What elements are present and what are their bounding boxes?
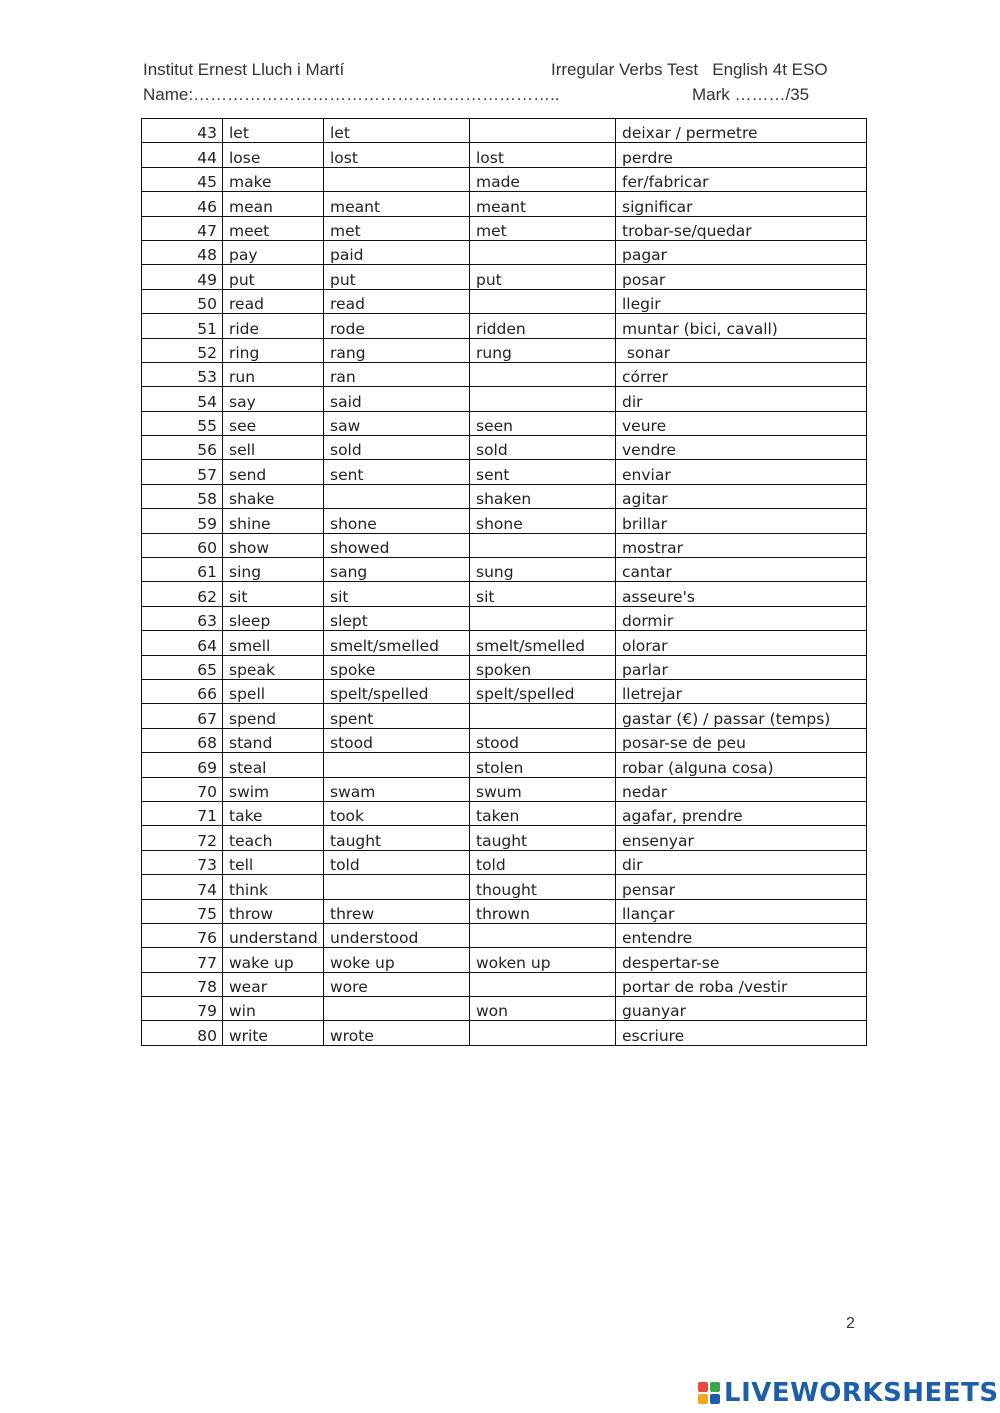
cell-past: wore bbox=[324, 972, 470, 996]
cell-translation: dir bbox=[616, 850, 867, 874]
cell-past: ran bbox=[324, 362, 470, 386]
cell-past: wrote bbox=[324, 1021, 470, 1045]
cell-base: smell bbox=[223, 631, 324, 655]
cell-base: lose bbox=[223, 143, 324, 167]
cell-translation: despertar-se bbox=[616, 948, 867, 972]
cell-past: paid bbox=[324, 240, 470, 264]
cell-past bbox=[324, 997, 470, 1021]
cell-num: 55 bbox=[142, 411, 223, 435]
cell-participle: put bbox=[470, 265, 616, 289]
cell-translation: ensenyar bbox=[616, 826, 867, 850]
cell-translation: nedar bbox=[616, 777, 867, 801]
cell-past bbox=[324, 753, 470, 777]
cell-past: let bbox=[324, 119, 470, 143]
cell-num: 63 bbox=[142, 606, 223, 630]
cell-participle: seen bbox=[470, 411, 616, 435]
cell-translation: dormir bbox=[616, 606, 867, 630]
cell-base: teach bbox=[223, 826, 324, 850]
table-row bbox=[142, 314, 867, 338]
cell-num: 59 bbox=[142, 509, 223, 533]
table-row bbox=[142, 875, 867, 899]
cell-num: 60 bbox=[142, 533, 223, 557]
logo-grid-icon bbox=[698, 1382, 720, 1404]
test-title: Irregular Verbs Test English 4t ESO bbox=[551, 60, 828, 79]
cell-base: sit bbox=[223, 582, 324, 606]
cell-past: took bbox=[324, 801, 470, 825]
cell-participle: told bbox=[470, 850, 616, 874]
logo-square bbox=[698, 1394, 708, 1404]
cell-participle: smelt/smelled bbox=[470, 631, 616, 655]
cell-past: spoke bbox=[324, 655, 470, 679]
cell-num: 43 bbox=[142, 119, 223, 143]
cell-num: 57 bbox=[142, 460, 223, 484]
cell-past: put bbox=[324, 265, 470, 289]
cell-participle bbox=[470, 387, 616, 411]
cell-base: steal bbox=[223, 753, 324, 777]
cell-base: spend bbox=[223, 704, 324, 728]
table-row bbox=[142, 923, 867, 947]
cell-num: 64 bbox=[142, 631, 223, 655]
cell-past: sold bbox=[324, 436, 470, 460]
cell-participle bbox=[470, 289, 616, 313]
cell-num: 77 bbox=[142, 948, 223, 972]
cell-past bbox=[324, 167, 470, 191]
cell-translation: entendre bbox=[616, 923, 867, 947]
cell-num: 73 bbox=[142, 850, 223, 874]
cell-translation: mostrar bbox=[616, 533, 867, 557]
table-row bbox=[142, 143, 867, 167]
table-row bbox=[142, 167, 867, 191]
cell-translation: posar-se de peu bbox=[616, 728, 867, 752]
cell-translation: deixar / permetre bbox=[616, 119, 867, 143]
cell-participle: spelt/spelled bbox=[470, 679, 616, 703]
cell-past: understood bbox=[324, 923, 470, 947]
cell-base: see bbox=[223, 411, 324, 435]
cell-base: understand bbox=[223, 923, 324, 947]
cell-num: 48 bbox=[142, 240, 223, 264]
cell-num: 47 bbox=[142, 216, 223, 240]
cell-participle: sold bbox=[470, 436, 616, 460]
logo-square bbox=[698, 1382, 708, 1392]
cell-translation: asseure's bbox=[616, 582, 867, 606]
logo-square bbox=[710, 1382, 720, 1392]
cell-past: threw bbox=[324, 899, 470, 923]
cell-num: 68 bbox=[142, 728, 223, 752]
cell-past: woke up bbox=[324, 948, 470, 972]
cell-translation: lletrejar bbox=[616, 679, 867, 703]
cell-translation: portar de roba /vestir bbox=[616, 972, 867, 996]
cell-num: 65 bbox=[142, 655, 223, 679]
cell-base: wear bbox=[223, 972, 324, 996]
page-number: 2 bbox=[846, 1315, 855, 1332]
cell-participle: lost bbox=[470, 143, 616, 167]
cell-past bbox=[324, 484, 470, 508]
cell-participle bbox=[470, 606, 616, 630]
cell-translation: pagar bbox=[616, 240, 867, 264]
table-row bbox=[142, 558, 867, 582]
cell-participle: shaken bbox=[470, 484, 616, 508]
cell-base: send bbox=[223, 460, 324, 484]
cell-past: showed bbox=[324, 533, 470, 557]
cell-num: 51 bbox=[142, 314, 223, 338]
cell-participle: spoken bbox=[470, 655, 616, 679]
cell-num: 78 bbox=[142, 972, 223, 996]
cell-past: spelt/spelled bbox=[324, 679, 470, 703]
cell-base: think bbox=[223, 875, 324, 899]
table-row bbox=[142, 533, 867, 557]
cell-base: mean bbox=[223, 192, 324, 216]
cell-num: 45 bbox=[142, 167, 223, 191]
table-row bbox=[142, 289, 867, 313]
cell-participle: met bbox=[470, 216, 616, 240]
cell-participle: sung bbox=[470, 558, 616, 582]
cell-participle: meant bbox=[470, 192, 616, 216]
cell-num: 67 bbox=[142, 704, 223, 728]
cell-base: wake up bbox=[223, 948, 324, 972]
cell-base: shine bbox=[223, 509, 324, 533]
cell-participle bbox=[470, 362, 616, 386]
cell-past: swam bbox=[324, 777, 470, 801]
cell-num: 72 bbox=[142, 826, 223, 850]
table-row bbox=[142, 509, 867, 533]
cell-base: sell bbox=[223, 436, 324, 460]
table-row bbox=[142, 192, 867, 216]
cell-past: sent bbox=[324, 460, 470, 484]
school-name: Institut Ernest Lluch i Martí bbox=[143, 60, 345, 79]
name-line: Name:……………………………………………………….. bbox=[143, 85, 560, 104]
table-row bbox=[142, 899, 867, 923]
cell-participle: sit bbox=[470, 582, 616, 606]
table-row bbox=[142, 484, 867, 508]
table-row bbox=[142, 631, 867, 655]
cell-translation: brillar bbox=[616, 509, 867, 533]
cell-base: sleep bbox=[223, 606, 324, 630]
brand-name: LIVEWORKSHEETS bbox=[724, 1378, 999, 1408]
cell-translation: sonar bbox=[616, 338, 867, 362]
logo-square bbox=[710, 1394, 720, 1404]
cell-translation: llançar bbox=[616, 899, 867, 923]
table-row bbox=[142, 460, 867, 484]
table-row bbox=[142, 777, 867, 801]
cell-translation: enviar bbox=[616, 460, 867, 484]
cell-translation: fer/fabricar bbox=[616, 167, 867, 191]
cell-base: let bbox=[223, 119, 324, 143]
table-row bbox=[142, 606, 867, 630]
cell-translation: escriure bbox=[616, 1021, 867, 1045]
cell-base: swim bbox=[223, 777, 324, 801]
liveworksheets-logo bbox=[698, 1377, 999, 1409]
cell-base: throw bbox=[223, 899, 324, 923]
cell-base: make bbox=[223, 167, 324, 191]
cell-base: read bbox=[223, 289, 324, 313]
table-row bbox=[142, 411, 867, 435]
cell-base: ring bbox=[223, 338, 324, 362]
cell-translation: córrer bbox=[616, 362, 867, 386]
table-row bbox=[142, 265, 867, 289]
verbs-table-body bbox=[142, 119, 867, 1046]
cell-participle: stood bbox=[470, 728, 616, 752]
cell-past: spent bbox=[324, 704, 470, 728]
cell-num: 80 bbox=[142, 1021, 223, 1045]
cell-participle bbox=[470, 923, 616, 947]
cell-base: spell bbox=[223, 679, 324, 703]
cell-past: rode bbox=[324, 314, 470, 338]
cell-num: 69 bbox=[142, 753, 223, 777]
cell-translation: olorar bbox=[616, 631, 867, 655]
table-row bbox=[142, 826, 867, 850]
cell-participle: won bbox=[470, 997, 616, 1021]
cell-past bbox=[324, 875, 470, 899]
table-row bbox=[142, 728, 867, 752]
cell-num: 61 bbox=[142, 558, 223, 582]
cell-past: rang bbox=[324, 338, 470, 362]
cell-translation: muntar (bici, cavall) bbox=[616, 314, 867, 338]
cell-past: read bbox=[324, 289, 470, 313]
table-row bbox=[142, 436, 867, 460]
cell-base: say bbox=[223, 387, 324, 411]
cell-participle: ridden bbox=[470, 314, 616, 338]
cell-translation: veure bbox=[616, 411, 867, 435]
cell-past: told bbox=[324, 850, 470, 874]
cell-num: 56 bbox=[142, 436, 223, 460]
cell-participle: stolen bbox=[470, 753, 616, 777]
cell-participle bbox=[470, 240, 616, 264]
cell-participle: rung bbox=[470, 338, 616, 362]
cell-base: take bbox=[223, 801, 324, 825]
cell-participle: swum bbox=[470, 777, 616, 801]
verbs-table bbox=[141, 118, 867, 1046]
cell-participle: taught bbox=[470, 826, 616, 850]
cell-translation: robar (alguna cosa) bbox=[616, 753, 867, 777]
cell-translation: cantar bbox=[616, 558, 867, 582]
cell-participle: thought bbox=[470, 875, 616, 899]
cell-num: 53 bbox=[142, 362, 223, 386]
cell-num: 52 bbox=[142, 338, 223, 362]
cell-num: 46 bbox=[142, 192, 223, 216]
cell-past: shone bbox=[324, 509, 470, 533]
cell-past: stood bbox=[324, 728, 470, 752]
cell-participle bbox=[470, 119, 616, 143]
table-row bbox=[142, 338, 867, 362]
table-row bbox=[142, 679, 867, 703]
cell-translation: agitar bbox=[616, 484, 867, 508]
cell-past: slept bbox=[324, 606, 470, 630]
cell-num: 49 bbox=[142, 265, 223, 289]
cell-past: taught bbox=[324, 826, 470, 850]
cell-num: 50 bbox=[142, 289, 223, 313]
cell-base: meet bbox=[223, 216, 324, 240]
cell-past: sang bbox=[324, 558, 470, 582]
cell-participle bbox=[470, 533, 616, 557]
cell-past: smelt/smelled bbox=[324, 631, 470, 655]
cell-translation: guanyar bbox=[616, 997, 867, 1021]
table-row bbox=[142, 582, 867, 606]
cell-base: run bbox=[223, 362, 324, 386]
cell-participle bbox=[470, 1021, 616, 1045]
cell-num: 76 bbox=[142, 923, 223, 947]
table-row bbox=[142, 216, 867, 240]
cell-num: 44 bbox=[142, 143, 223, 167]
cell-num: 79 bbox=[142, 997, 223, 1021]
cell-participle: woken up bbox=[470, 948, 616, 972]
cell-past: met bbox=[324, 216, 470, 240]
cell-translation: llegir bbox=[616, 289, 867, 313]
cell-translation: gastar (€) / passar (temps) bbox=[616, 704, 867, 728]
cell-translation: pensar bbox=[616, 875, 867, 899]
cell-participle: shone bbox=[470, 509, 616, 533]
cell-num: 70 bbox=[142, 777, 223, 801]
cell-participle: sent bbox=[470, 460, 616, 484]
cell-num: 74 bbox=[142, 875, 223, 899]
cell-participle bbox=[470, 972, 616, 996]
cell-base: put bbox=[223, 265, 324, 289]
cell-participle: taken bbox=[470, 801, 616, 825]
table-row bbox=[142, 362, 867, 386]
cell-num: 58 bbox=[142, 484, 223, 508]
table-row bbox=[142, 1021, 867, 1045]
cell-translation: agafar, prendre bbox=[616, 801, 867, 825]
table-row bbox=[142, 704, 867, 728]
cell-num: 54 bbox=[142, 387, 223, 411]
table-row bbox=[142, 240, 867, 264]
cell-past: meant bbox=[324, 192, 470, 216]
cell-base: sing bbox=[223, 558, 324, 582]
cell-num: 75 bbox=[142, 899, 223, 923]
cell-base: speak bbox=[223, 655, 324, 679]
table-row bbox=[142, 850, 867, 874]
cell-base: show bbox=[223, 533, 324, 557]
cell-past: sit bbox=[324, 582, 470, 606]
table-row bbox=[142, 119, 867, 143]
table-row bbox=[142, 655, 867, 679]
cell-num: 62 bbox=[142, 582, 223, 606]
table-row bbox=[142, 972, 867, 996]
table-row bbox=[142, 753, 867, 777]
table-row bbox=[142, 948, 867, 972]
cell-base: tell bbox=[223, 850, 324, 874]
cell-base: write bbox=[223, 1021, 324, 1045]
cell-past: saw bbox=[324, 411, 470, 435]
cell-translation: significar bbox=[616, 192, 867, 216]
table-row bbox=[142, 387, 867, 411]
cell-base: shake bbox=[223, 484, 324, 508]
cell-base: win bbox=[223, 997, 324, 1021]
table-row bbox=[142, 997, 867, 1021]
cell-past: lost bbox=[324, 143, 470, 167]
cell-translation: trobar-se/quedar bbox=[616, 216, 867, 240]
cell-translation: parlar bbox=[616, 655, 867, 679]
cell-translation: dir bbox=[616, 387, 867, 411]
cell-base: ride bbox=[223, 314, 324, 338]
cell-translation: vendre bbox=[616, 436, 867, 460]
cell-base: pay bbox=[223, 240, 324, 264]
cell-num: 66 bbox=[142, 679, 223, 703]
cell-participle: made bbox=[470, 167, 616, 191]
cell-translation: perdre bbox=[616, 143, 867, 167]
cell-num: 71 bbox=[142, 801, 223, 825]
cell-participle: thrown bbox=[470, 899, 616, 923]
table-row bbox=[142, 801, 867, 825]
cell-translation: posar bbox=[616, 265, 867, 289]
mark-line: Mark ………/35 bbox=[692, 85, 810, 104]
cell-base: stand bbox=[223, 728, 324, 752]
cell-past: said bbox=[324, 387, 470, 411]
cell-participle bbox=[470, 704, 616, 728]
